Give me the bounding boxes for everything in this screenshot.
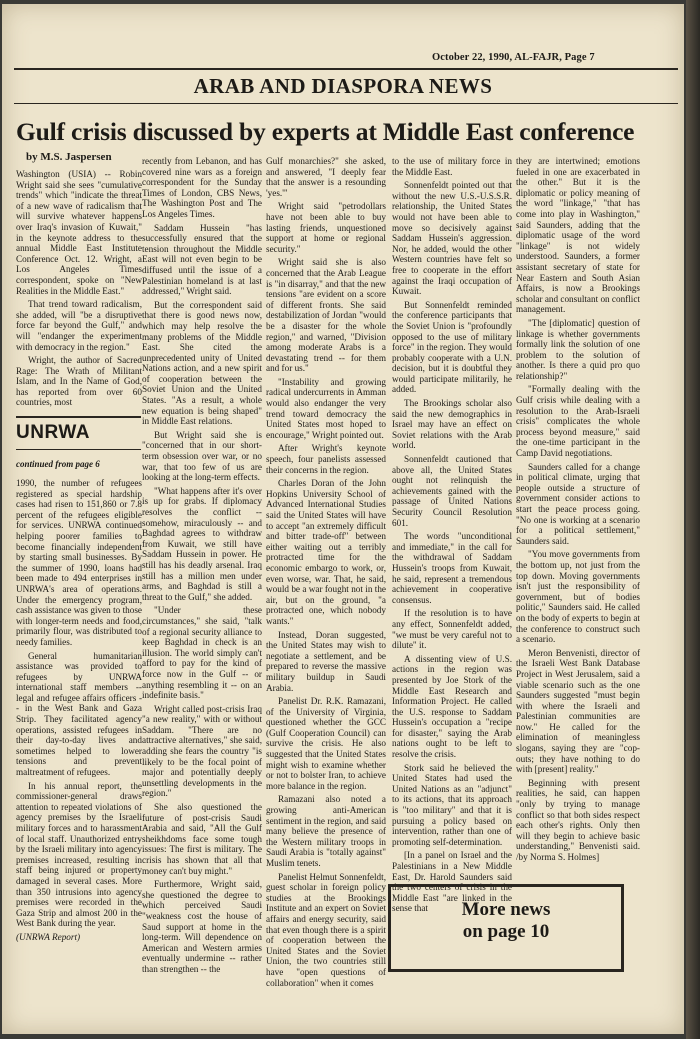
unrwa-source: (UNRWA Report)	[16, 931, 81, 942]
col5-para: Meron Benvenisti, director of the Israeli West Bank Database Project in West Jerusalem, said a viable scenario such as the one Saunders suggested "must begin with where the Israeli and Palestinian communities are now." He called for the elimination of meaningless slogans, saying they are "cop-outs; they have nothing to do with [present] reality."	[516, 647, 640, 775]
unrwa-title: UNRWA	[16, 422, 90, 443]
col2-para: "What happens after it's over is up for grabs. If diplomacy resolves the conflict -- somehow, miraculously -- and Baghdad agrees to withdraw from Kuwait, we still have Saddam Hussein in power. He still has his deadly arsenal. Iraq still has a million men under arms, and Baghdad is still a threat to the Gulf," she added.	[142, 485, 262, 602]
col2-para: Wright called post-crisis Iraq "a new reality," with or without Saddam. "There are no attractive alternatives," she said, adding she fears the country "is likely to be the focal point of major and potentially deeply unsettling developments in the region."	[142, 703, 262, 799]
unrwa-rule-bottom	[16, 449, 141, 450]
col5-para: "You move governments from the bottom up, not just from the top down. Moving governments isn't just the responsibility of government, but of bodies politic," Saunders said. He called on the body of experts to begin at the conference to construct such a scenario.	[516, 549, 640, 645]
col4-para: The words "unconditional and immediate," in the call for the withdrawal of Saddam Hussein's troops from Kuwait, he said, represent a tremendous achievement in cooperative consensus.	[392, 531, 512, 605]
col1-para: That trend toward radicalism, she added, will "be a disruptive force far beyond the Gulf," and will "endanger the experiment with democracy in the region."	[16, 299, 142, 352]
col5-para: they are intertwined; emotions fueled in one are exacerbated in the other." But it is the diplomatic or policy meaning of the word "linkage," "that has come into play in Washington," said Saunders, adding that the diplomatic usage of the word "linkage" is not widely understood. Saunders, a former assistant secretary of state for Near Eastern and South Asian Affairs, is now a Brookings scholar and consultant on conflict management.	[516, 156, 640, 315]
col4-para: to the use of military force in the Middle East.	[392, 156, 512, 177]
col3-para: Instead, Doran suggested, the United States may wish to negotiate a settlement, and be prepared to reverse the massive military buildup in Saudi Arabia.	[266, 629, 386, 693]
more-news-line2: on page 10	[462, 921, 550, 942]
col2-para: She also questioned the future of post-crisis Saudi Arabia and said, "All the Gulf sheikhdoms face some tough issues: The first is military. The crisis has shown that all that money can't buy might."	[142, 802, 262, 876]
col2-para: But Wright said she is "concerned that in our short-term obsession over war, or no war, that too few of us are looking at the long-term effects.	[142, 429, 262, 483]
column-1	[16, 169, 142, 408]
col3-para: Ramazani also noted a growing anti-American sentiment in the region, and said many believe the presence of the Western military troops in Saudi Arabia is "totally against" Muslim tenets.	[266, 794, 386, 868]
col4-para: A dissenting view of U.S. actions in the region was presented by Joe Stork of the Middle East Research and Information Project. He called the U.S. response to Saddam Hussein's occupation a "recipe for disaster," saying the Arab nations ought to be left to resolve the crisis.	[392, 653, 512, 760]
unrwa-column	[16, 478, 142, 976]
top-rule	[14, 68, 678, 70]
col3-para: Charles Doran of the John Hopkins University School of Advanced International Studies said the United States will have to accept "an extremely difficult and bitter trade-off" between either waiting out a terribly protracted time for the economic embargo to work, or, even worse, war. That, he said, would be a war fought not in the air, but on the ground, "a protracted one, which nobody wants."	[266, 478, 386, 626]
col2-para: But the correspondent said that there is good news now, which may help resolve the many problems of the Middle East. She cited the unprecedented unity of United Nations action, and a new spirit of cooperation between the Soviet Union and the United States. "As a result, a whole new equation is being shaped" in Middle East relations.	[142, 299, 262, 427]
column-2	[142, 156, 262, 974]
binding-spine	[686, 0, 700, 1039]
unrwa-para: In his annual report, the commissioner-general draws attention to repeated violations of agency premises by the Israeli military forces and to harassment of local staff. Unauthorized entry by the Israeli military into agency premises increased, resulting in staff being injured or property damaged in several cases. More than 350 intrusions into agency premises were recorded in the Gaza Strip and almost 200 in the West Bank during the year.	[16, 780, 142, 929]
col4-para: Stork said he believed the United States had used the United Nations as an "adjunct" to its actions, that its approach is "too military" and that it is pursuing a policy based on intervention, rather than one of promoting self-determination.	[392, 762, 512, 847]
section-title: ARAB AND DIASPORA NEWS	[193, 74, 493, 98]
col3-para: Wright said she is also concerned that the Arab League is "in disarray," and that the new tensions "are evident on a score of different fronts. She said destabilization of Jordan "would be a disaster for the whole region," and warned, "Division among moderate Arabs is a devastating trend -- for them and for us."	[266, 257, 386, 374]
col5-para: Saunders called for a change in political climate, urging that people outside a structure of government consider actions to start the peace process going. "No one is working at a scenario for a political settlement," Saunders said.	[516, 461, 640, 546]
col4-para: [In a panel on Israel and the Palestinians in a New Middle East, Dr. Harold Saunders said the two centers of crisis in the Middle East "are linked in the sense that	[392, 850, 512, 914]
col5-para: "The [diplomatic] question of linkage is whether governments formally link the solution of one problem to the solution of another. Is there a quid pro quo relationship?"	[516, 317, 640, 381]
col3-para: "Instability and growing radical undercurrents in Amman would also endanger the very trend toward democracy the United States most hoped to encourage," Wright pointed out.	[266, 376, 386, 440]
unrwa-rule-top	[16, 416, 141, 418]
col3-para: Wright said "petrodollars have not been able to buy lasting friends, unquestioned support at home or regional security."	[266, 201, 386, 254]
unrwa-continued: continued from page 6	[16, 459, 100, 469]
article-byline: by M.S. Jaspersen	[26, 151, 112, 163]
col4-para: The Brookings scholar also said the new demographics in Israel may have an effect on Soviet relations with the Arab world.	[392, 398, 512, 451]
more-news-line1: More news	[461, 899, 551, 920]
page-header: October 22, 1990, AL-FAJR, Page 7	[432, 52, 595, 63]
col4-para: Sonnenfeldt cautioned that above all, the United States ought not relinquish the achievements gained with the passage of United Nations Security Council Resolution 601.	[392, 454, 512, 528]
article-headline: Gulf crisis discussed by experts at Middle East conference	[16, 117, 635, 146]
col4-para: But Sonnenfeldt reminded the conference participants that the Soviet Union is "profoundly opposed to the use of military force" in the region. They would probably cooperate with a U.N. decision, but it is doubtful they would participate militarily, he added.	[392, 299, 512, 395]
col4-para: If the resolution is to have any effect, Sonnenfeldt added, "we must be very careful not to dilute" it.	[392, 608, 512, 651]
col3-para: After Wright's keynote speech, four panelists assessed their concerns in the region.	[266, 443, 386, 475]
section-rule	[14, 103, 678, 104]
column-3	[266, 156, 386, 988]
column-5	[516, 156, 640, 996]
col3-para: Panelist Helmut Sonnenfeldt, guest scholar in foreign policy studies at the Brookings Institute and an expert on Soviet affairs and energy security, said that even though there is a spirit of cooperation between the United States and the Soviet Union, the two countries still have "open questions of collaboration" when it comes	[266, 871, 386, 988]
col5-para: "Formally dealing with the Gulf crisis while dealing with a resolution to the Arab-Israeli crisis" complicates the whole process beyond measure," said the one-time participant in the Camp David negotiations.	[516, 384, 640, 459]
unrwa-para: 1990, the number of refugees registered as special hardship cases had risen to 151,860 or 7.8 percent of the refugees eligible for services. UNRWA continued helping poorer families to become financially independent by starting small businesses. By the summer of 1990, loans had been made to 494 enterprises in UNRWA's area of operations. Under the emergency program, cash assistance was given to those with longer-term needs and food, primarily flour, was distributed to needy families.	[16, 478, 142, 647]
more-news-box	[388, 884, 624, 972]
col3-para: Gulf monarchies?" she asked, and answered, "I deeply fear that the answer is a resounding 'yes.'"	[266, 156, 386, 198]
column-4	[392, 156, 512, 914]
col2-para: Saddam Hussein "has successfully ensured that the tension throughout the Middle East will not even begin to be diffused until the issue of a Palestinian homeland is at last addressed," Wright said.	[142, 222, 262, 297]
col1-para: Washington (USIA) -- Robin Wright said she sees "cumulative trends" which "indicate the threat of a new wave of radicalism that will survive whatever happens over Iraq's invasion of Kuwait," in the keynote address to the annual Middle East Institute Conference Oct. 12. Wright, a Los Angeles Times correspondent, spoke on "New Realities in the Middle East."	[16, 169, 142, 296]
col2-para: "Under these circumstances," she said, "talk of a regional security alliance to keep Baghdad in check is an illusion. The world simply can't afford to pay for the kind of force now in the Gulf -- or anything resembling it -- on an indefinite basis."	[142, 605, 262, 701]
col3-para: Panelist Dr. R.K. Ramazani, of the University of Virginia, questioned whether the GCC (Gulf Cooperation Council) can survive the crisis. He also suggested that the United States might wish to examine whether or not to bolster Iran, to achieve more balance in the region.	[266, 696, 386, 791]
col2-para: Furthermore, Wright said, she questioned the degree to which perceived Saudi "weakness cost the house of Saud support at home in the long-term. Will dependence on American and Western armies eventually undermine -- rather than strengthen -- the	[142, 879, 262, 974]
newspaper-page	[2, 4, 684, 1034]
col5-para: Beginning with present realities, he said, can happen "only by trying to manage conflict so that both sides respect each other's rights. Only then will they begin to achieve basic understanding," Benvenisti said. /by Norma S. Holmes]	[516, 777, 640, 862]
unrwa-para: General humanitarian assistance was provided to refugees by UNRWA international staff members -- legal and refugee affairs officers -- in the West Bank and Gaza Strip. They facilitated agency operations, assisted refugees in their day-to-day lives and sometimes helped to lower tensions and prevent maltreatment of refugees.	[16, 650, 142, 778]
col4-para: Sonnenfeldt pointed out that without the new U.S.-U.S.S.R. relationship, the United States would not have been able to move so decisively against Saddam Hussein's aggression. Nor, he added, would the other Western countries have felt so free to cooperate in the effort against the Iraqi occupation of Kuwait.	[392, 180, 512, 297]
col1-para: Wright, the author of Sacred Rage: The Wrath of Militant Islam, and In the Name of God, has reported from over 60 countries, most	[16, 355, 142, 408]
col2-para: recently from Lebanon, and has covered nine wars as a foreign correspondent for the Sunday Times of London, CBS News, The Washington Post and The Los Angeles Times.	[142, 156, 262, 219]
